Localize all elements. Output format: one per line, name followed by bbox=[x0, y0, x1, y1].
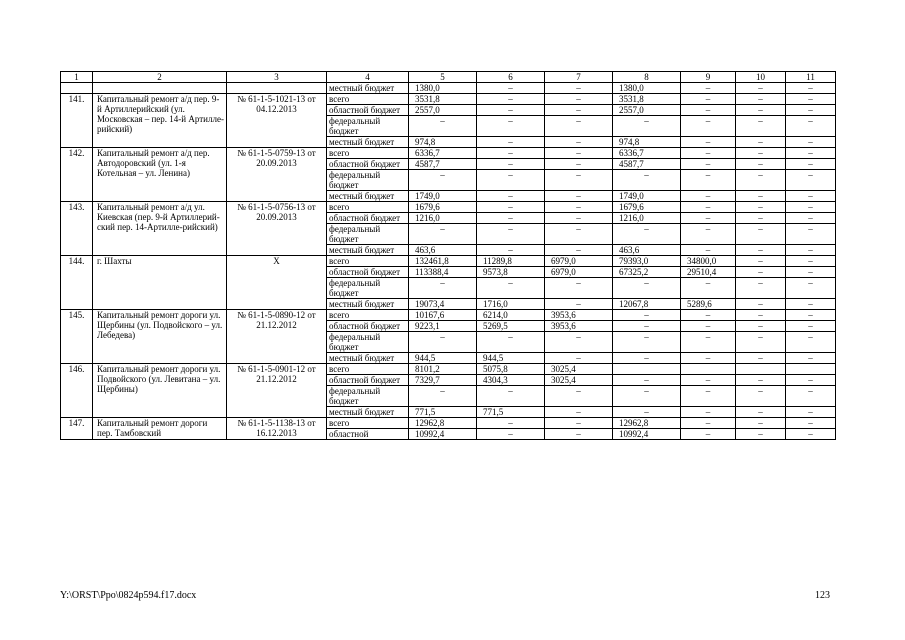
amount-cell: – bbox=[736, 202, 786, 213]
amount-cell: – bbox=[681, 202, 736, 213]
project-document: № 61-1-5-0756-13 от 20.09.2013 bbox=[227, 202, 327, 256]
amount-cell: – bbox=[681, 137, 736, 148]
amount-cell: 944,5 bbox=[409, 353, 477, 364]
amount-cell: – bbox=[477, 245, 545, 256]
amount-cell: 9223,1 bbox=[409, 321, 477, 332]
amount-cell: – bbox=[681, 148, 736, 159]
amount-cell: – bbox=[477, 332, 545, 353]
table-row bbox=[61, 310, 836, 321]
amount-cell: 5289,6 bbox=[681, 299, 736, 310]
amount-cell: 4587,7 bbox=[409, 159, 477, 170]
funding-source: всего bbox=[327, 202, 409, 213]
amount-cell bbox=[736, 364, 786, 375]
amount-cell: – bbox=[786, 105, 836, 116]
column-header: 8 bbox=[613, 72, 681, 83]
column-header: 5 bbox=[409, 72, 477, 83]
amount-cell: – bbox=[736, 224, 786, 245]
table-row bbox=[61, 418, 836, 429]
amount-cell: 1679,6 bbox=[409, 202, 477, 213]
amount-cell: – bbox=[477, 159, 545, 170]
project-number: 142. bbox=[61, 148, 93, 202]
funding-source: областной бюджет bbox=[327, 375, 409, 386]
column-header: 7 bbox=[545, 72, 613, 83]
table-row bbox=[61, 94, 836, 105]
amount-cell: – bbox=[477, 202, 545, 213]
amount-cell: – bbox=[409, 278, 477, 299]
amount-cell: – bbox=[736, 353, 786, 364]
amount-cell: – bbox=[681, 278, 736, 299]
amount-cell: 463,6 bbox=[409, 245, 477, 256]
amount-cell bbox=[786, 364, 836, 375]
amount-cell: – bbox=[681, 386, 736, 407]
amount-cell: 10992,4 bbox=[409, 429, 477, 440]
amount-cell: – bbox=[786, 353, 836, 364]
amount-cell: – bbox=[545, 418, 613, 429]
amount-cell: – bbox=[786, 245, 836, 256]
project-document: Х bbox=[227, 256, 327, 310]
amount-cell: 3953,6 bbox=[545, 310, 613, 321]
project-number: 147. bbox=[61, 418, 93, 440]
amount-cell: – bbox=[545, 278, 613, 299]
amount-cell: – bbox=[613, 310, 681, 321]
amount-cell: – bbox=[545, 299, 613, 310]
amount-cell: – bbox=[545, 148, 613, 159]
amount-cell: – bbox=[786, 332, 836, 353]
amount-cell: – bbox=[613, 353, 681, 364]
amount-cell: – bbox=[786, 267, 836, 278]
table-row bbox=[61, 256, 836, 267]
amount-cell: 5075,8 bbox=[477, 364, 545, 375]
funding-source: всего bbox=[327, 256, 409, 267]
amount-cell: – bbox=[613, 386, 681, 407]
amount-cell: – bbox=[545, 191, 613, 202]
amount-cell: – bbox=[545, 245, 613, 256]
funding-source: всего bbox=[327, 310, 409, 321]
funding-source: местный бюджет bbox=[327, 299, 409, 310]
amount-cell: – bbox=[409, 332, 477, 353]
amount-cell: 944,5 bbox=[477, 353, 545, 364]
amount-cell: – bbox=[736, 137, 786, 148]
amount-cell: – bbox=[477, 224, 545, 245]
amount-cell: – bbox=[477, 278, 545, 299]
amount-cell: 67325,2 bbox=[613, 267, 681, 278]
amount-cell: – bbox=[545, 105, 613, 116]
funding-source: областной бюджет bbox=[327, 267, 409, 278]
amount-cell: – bbox=[786, 407, 836, 418]
amount-cell: – bbox=[613, 224, 681, 245]
project-document: № 61-1-5-1021-13 от 04.12.2013 bbox=[227, 94, 327, 148]
funding-source: федеральный бюджет bbox=[327, 332, 409, 353]
amount-cell: – bbox=[786, 159, 836, 170]
funding-source: местный бюджет bbox=[327, 245, 409, 256]
amount-cell: 771,5 bbox=[477, 407, 545, 418]
funding-source: областной bbox=[327, 429, 409, 440]
project-number: 145. bbox=[61, 310, 93, 364]
amount-cell: – bbox=[736, 429, 786, 440]
project-document: № 61-1-5-0759-13 от 20.09.2013 bbox=[227, 148, 327, 202]
amount-cell: – bbox=[477, 213, 545, 224]
amount-cell: – bbox=[477, 170, 545, 191]
funding-source: федеральный бюджет bbox=[327, 278, 409, 299]
amount-cell: 974,8 bbox=[409, 137, 477, 148]
amount-cell: – bbox=[477, 105, 545, 116]
amount-cell: 1679,6 bbox=[613, 202, 681, 213]
footer-path: Y:\ORST\Ppo\0824p594.f17.docx bbox=[60, 590, 197, 601]
amount-cell: 1716,0 bbox=[477, 299, 545, 310]
amount-cell: – bbox=[786, 418, 836, 429]
amount-cell: 6979,0 bbox=[545, 267, 613, 278]
amount-cell: – bbox=[786, 375, 836, 386]
funding-source: всего bbox=[327, 418, 409, 429]
amount-cell: – bbox=[786, 224, 836, 245]
column-header: 2 bbox=[93, 72, 227, 83]
funding-source: областной бюджет bbox=[327, 159, 409, 170]
amount-cell: 9573,8 bbox=[477, 267, 545, 278]
amount-cell: – bbox=[681, 116, 736, 137]
funding-source: всего bbox=[327, 148, 409, 159]
amount-cell: – bbox=[681, 94, 736, 105]
funding-source: местный бюджет bbox=[327, 407, 409, 418]
amount-cell: – bbox=[736, 213, 786, 224]
amount-cell: – bbox=[545, 386, 613, 407]
amount-cell: – bbox=[736, 159, 786, 170]
amount-cell: – bbox=[477, 116, 545, 137]
amount-cell: – bbox=[736, 170, 786, 191]
amount-cell: – bbox=[786, 256, 836, 267]
amount-cell: 132461,8 bbox=[409, 256, 477, 267]
project-document: № 61-1-5-0901-12 от 21.12.2012 bbox=[227, 364, 327, 418]
amount-cell: – bbox=[786, 429, 836, 440]
amount-cell: – bbox=[681, 191, 736, 202]
table-row bbox=[61, 364, 836, 375]
amount-cell: 771,5 bbox=[409, 407, 477, 418]
amount-cell: – bbox=[736, 267, 786, 278]
amount-cell: 1749,0 bbox=[613, 191, 681, 202]
amount-cell: 12067,8 bbox=[613, 299, 681, 310]
table-row bbox=[61, 202, 836, 213]
amount-cell: – bbox=[477, 137, 545, 148]
amount-cell: – bbox=[736, 278, 786, 299]
amount-cell: – bbox=[681, 418, 736, 429]
column-header: 11 bbox=[786, 72, 836, 83]
amount-cell: – bbox=[786, 148, 836, 159]
header-row bbox=[61, 72, 836, 83]
amount-cell: 7329,7 bbox=[409, 375, 477, 386]
amount-cell: 11289,8 bbox=[477, 256, 545, 267]
amount-cell: 2557,0 bbox=[613, 105, 681, 116]
amount-cell: – bbox=[736, 191, 786, 202]
amount-cell: – bbox=[613, 375, 681, 386]
amount-cell: – bbox=[477, 83, 545, 94]
amount-cell: – bbox=[409, 170, 477, 191]
empty-cell bbox=[93, 83, 227, 94]
column-header: 6 bbox=[477, 72, 545, 83]
amount-cell: – bbox=[736, 321, 786, 332]
amount-cell: – bbox=[477, 429, 545, 440]
amount-cell: – bbox=[477, 191, 545, 202]
table-row bbox=[61, 148, 836, 159]
amount-cell: 3531,8 bbox=[409, 94, 477, 105]
project-name: Капитальный ремонт а/д пер. 9-й Артиллерийский (ул. Московская – пер. 14-й Артилле-рийский) bbox=[93, 94, 227, 148]
column-header: 10 bbox=[736, 72, 786, 83]
project-name: Капитальный ремонт а/д пер. Автодоровский (ул. 1-я Котельная – ул. Ленина) bbox=[93, 148, 227, 202]
amount-cell: – bbox=[545, 202, 613, 213]
amount-cell: 1216,0 bbox=[613, 213, 681, 224]
amount-cell: – bbox=[786, 83, 836, 94]
amount-cell: 6214,0 bbox=[477, 310, 545, 321]
amount-cell: 8101,2 bbox=[409, 364, 477, 375]
amount-cell: – bbox=[786, 386, 836, 407]
project-document: № 61-1-5-0890-12 от 21.12.2012 bbox=[227, 310, 327, 364]
amount-cell: – bbox=[681, 83, 736, 94]
amount-cell: 3025,4 bbox=[545, 375, 613, 386]
amount-cell: – bbox=[681, 245, 736, 256]
amount-cell: – bbox=[545, 224, 613, 245]
amount-cell: – bbox=[681, 407, 736, 418]
amount-cell: – bbox=[613, 321, 681, 332]
amount-cell: – bbox=[545, 116, 613, 137]
amount-cell: 29510,4 bbox=[681, 267, 736, 278]
amount-cell: – bbox=[681, 159, 736, 170]
funding-source: федеральный бюджет bbox=[327, 116, 409, 137]
amount-cell: – bbox=[736, 386, 786, 407]
amount-cell: – bbox=[545, 83, 613, 94]
project-name: Капитальный ремонт дороги ул. Подвойского (ул. Левитана – ул. Щербины) bbox=[93, 364, 227, 418]
funding-source: местный бюджет bbox=[327, 353, 409, 364]
amount-cell: – bbox=[786, 191, 836, 202]
amount-cell: – bbox=[545, 213, 613, 224]
amount-cell: – bbox=[545, 170, 613, 191]
amount-cell: – bbox=[477, 418, 545, 429]
amount-cell: 12962,8 bbox=[613, 418, 681, 429]
amount-cell: 10992,4 bbox=[613, 429, 681, 440]
amount-cell: – bbox=[681, 170, 736, 191]
amount-cell: – bbox=[545, 94, 613, 105]
amount-cell: 463,6 bbox=[613, 245, 681, 256]
funding-source: областной бюджет bbox=[327, 105, 409, 116]
table-body bbox=[61, 72, 836, 440]
amount-cell: – bbox=[681, 105, 736, 116]
amount-cell: 6979,0 bbox=[545, 256, 613, 267]
amount-cell: 6336,7 bbox=[409, 148, 477, 159]
amount-cell: 1216,0 bbox=[409, 213, 477, 224]
project-name: г. Шахты bbox=[93, 256, 227, 310]
amount-cell: – bbox=[681, 321, 736, 332]
project-number: 141. bbox=[61, 94, 93, 148]
amount-cell: – bbox=[736, 116, 786, 137]
amount-cell: 10167,6 bbox=[409, 310, 477, 321]
amount-cell: 974,8 bbox=[613, 137, 681, 148]
amount-cell: – bbox=[736, 83, 786, 94]
amount-cell: – bbox=[545, 137, 613, 148]
amount-cell: 6336,7 bbox=[613, 148, 681, 159]
amount-cell: – bbox=[786, 310, 836, 321]
amount-cell: – bbox=[681, 375, 736, 386]
amount-cell: 79393,0 bbox=[613, 256, 681, 267]
amount-cell: – bbox=[613, 407, 681, 418]
amount-cell: – bbox=[786, 170, 836, 191]
column-header: 9 bbox=[681, 72, 736, 83]
budget-table bbox=[60, 71, 836, 440]
amount-cell: – bbox=[681, 224, 736, 245]
amount-cell: – bbox=[786, 94, 836, 105]
amount-cell: 34800,0 bbox=[681, 256, 736, 267]
project-name: Капитальный ремонт а/д ул. Киевская (пер. 9-й Артиллерий-ский пер. 14-Артилле-рийский) bbox=[93, 202, 227, 256]
amount-cell: – bbox=[477, 148, 545, 159]
amount-cell: – bbox=[477, 386, 545, 407]
amount-cell: – bbox=[736, 94, 786, 105]
amount-cell: – bbox=[736, 299, 786, 310]
amount-cell bbox=[681, 364, 736, 375]
amount-cell: – bbox=[736, 418, 786, 429]
funding-source: местный бюджет bbox=[327, 83, 409, 94]
amount-cell: 1380,0 bbox=[409, 83, 477, 94]
amount-cell: – bbox=[681, 429, 736, 440]
amount-cell: – bbox=[681, 310, 736, 321]
amount-cell: – bbox=[736, 407, 786, 418]
table-row bbox=[61, 83, 836, 94]
amount-cell: – bbox=[613, 332, 681, 353]
amount-cell: 4304,3 bbox=[477, 375, 545, 386]
amount-cell: – bbox=[786, 278, 836, 299]
empty-cell bbox=[61, 83, 93, 94]
column-header: 1 bbox=[61, 72, 93, 83]
amount-cell: 1380,0 bbox=[613, 83, 681, 94]
amount-cell: 4587,7 bbox=[613, 159, 681, 170]
amount-cell: – bbox=[786, 202, 836, 213]
amount-cell: 12962,8 bbox=[409, 418, 477, 429]
amount-cell: – bbox=[736, 332, 786, 353]
funding-source: федеральный бюджет bbox=[327, 170, 409, 191]
amount-cell: – bbox=[545, 332, 613, 353]
amount-cell: – bbox=[736, 310, 786, 321]
amount-cell: – bbox=[681, 353, 736, 364]
project-number: 146. bbox=[61, 364, 93, 418]
amount-cell: – bbox=[786, 213, 836, 224]
amount-cell: – bbox=[736, 375, 786, 386]
funding-source: местный бюджет bbox=[327, 191, 409, 202]
funding-source: местный бюджет bbox=[327, 137, 409, 148]
amount-cell: – bbox=[545, 407, 613, 418]
funding-source: федеральный бюджет bbox=[327, 224, 409, 245]
page-number: 123 bbox=[815, 590, 830, 601]
amount-cell: – bbox=[613, 170, 681, 191]
funding-source: федеральный бюджет bbox=[327, 386, 409, 407]
amount-cell: – bbox=[736, 256, 786, 267]
amount-cell: – bbox=[736, 245, 786, 256]
amount-cell: 2557,0 bbox=[409, 105, 477, 116]
amount-cell: 113388,4 bbox=[409, 267, 477, 278]
amount-cell: – bbox=[786, 116, 836, 137]
project-name: Капитальный ремонт дороги пер. Тамбовский bbox=[93, 418, 227, 440]
amount-cell: – bbox=[477, 94, 545, 105]
amount-cell: – bbox=[681, 213, 736, 224]
amount-cell: – bbox=[613, 278, 681, 299]
amount-cell: – bbox=[613, 116, 681, 137]
amount-cell: – bbox=[681, 332, 736, 353]
empty-cell bbox=[227, 83, 327, 94]
funding-source: областной бюджет bbox=[327, 321, 409, 332]
amount-cell: – bbox=[786, 321, 836, 332]
amount-cell: – bbox=[786, 137, 836, 148]
amount-cell: – bbox=[736, 148, 786, 159]
amount-cell: 5269,5 bbox=[477, 321, 545, 332]
amount-cell: – bbox=[736, 105, 786, 116]
amount-cell: 1749,0 bbox=[409, 191, 477, 202]
project-number: 144. bbox=[61, 256, 93, 310]
amount-cell: 19073,4 bbox=[409, 299, 477, 310]
column-header: 4 bbox=[327, 72, 409, 83]
amount-cell: – bbox=[545, 353, 613, 364]
amount-cell: – bbox=[409, 116, 477, 137]
amount-cell: – bbox=[545, 429, 613, 440]
amount-cell: – bbox=[409, 224, 477, 245]
column-header: 3 bbox=[227, 72, 327, 83]
amount-cell: – bbox=[545, 159, 613, 170]
funding-source: всего bbox=[327, 364, 409, 375]
funding-source: всего bbox=[327, 94, 409, 105]
amount-cell: – bbox=[786, 299, 836, 310]
amount-cell: – bbox=[409, 386, 477, 407]
amount-cell bbox=[613, 364, 681, 375]
amount-cell: 3953,6 bbox=[545, 321, 613, 332]
project-name: Капитальный ремонт дороги ул. Щербины (ул. Подвойского – ул. Лебедева) bbox=[93, 310, 227, 364]
project-document: № 61-1-5-1138-13 от 16.12.2013 bbox=[227, 418, 327, 440]
amount-cell: 3531,8 bbox=[613, 94, 681, 105]
amount-cell: 3025,4 bbox=[545, 364, 613, 375]
funding-source: областной бюджет bbox=[327, 213, 409, 224]
project-number: 143. bbox=[61, 202, 93, 256]
